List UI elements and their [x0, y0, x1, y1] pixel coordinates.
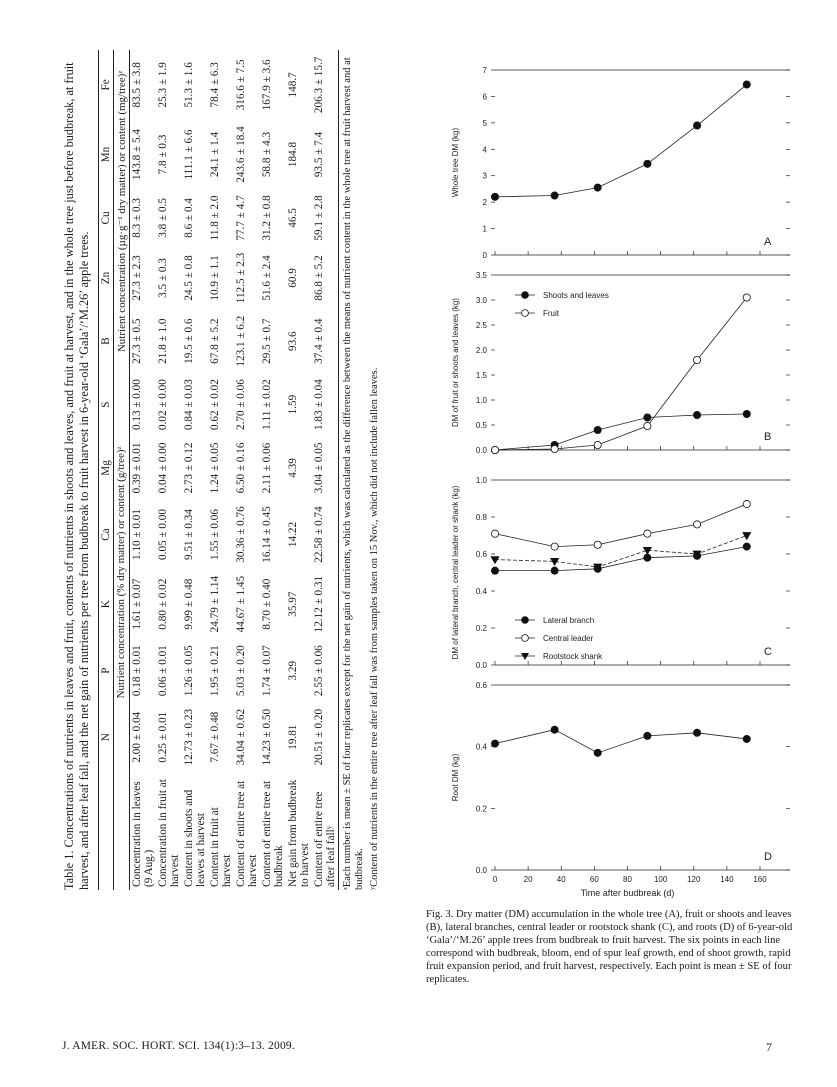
data-point	[491, 557, 499, 564]
y-tick-label: 0.0	[475, 661, 487, 670]
table-cell: 1.55 ± 0.06	[209, 509, 221, 560]
table-cell: 0.62 ± 0.02	[209, 379, 221, 431]
table-cell: 243.6 ± 18.4	[235, 126, 247, 183]
y-axis-label: DM of fruit or shoots and leaves (kg)	[451, 298, 460, 427]
table-cell: 3.8 ± 0.5	[157, 198, 169, 238]
table-cell: 0.39 ± 0.01	[131, 442, 143, 494]
table-row	[182, 50, 208, 890]
row-label: Content of entire tree at harvest	[235, 780, 259, 887]
table-cell: 0.05 ± 0.00	[157, 509, 169, 560]
column-header: Mg	[99, 436, 114, 499]
table-cell: 111.1 ± 6.6	[183, 129, 195, 180]
table-cell: 3.5 ± 0.3	[157, 258, 169, 298]
data-point	[644, 414, 651, 421]
y-tick-label: 0.6	[475, 550, 487, 559]
table-subheader-row	[114, 50, 130, 890]
table-cell: 78.4 ± 6.3	[209, 62, 221, 108]
row-label: Net gain from budbreak to harvest	[287, 779, 311, 887]
table-cell: 58.8 ± 4.3	[261, 131, 273, 178]
data-point	[594, 749, 601, 756]
legend-marker	[522, 635, 529, 642]
table-caption-lead: Table 1.	[62, 850, 76, 890]
table-cell: 19.81	[287, 724, 299, 750]
data-point	[551, 726, 558, 733]
table-header-row	[99, 50, 114, 890]
table-cell: 3.04 ± 0.05	[312, 436, 339, 499]
table-row	[312, 50, 339, 890]
y-tick-label: 0.0	[475, 866, 487, 875]
data-point	[594, 441, 601, 448]
column-header: Zn	[99, 247, 114, 310]
column-header: Fe	[99, 50, 114, 120]
y-tick-label: 7	[482, 66, 487, 75]
legend-label: Lateral branch	[543, 616, 595, 625]
panel-letter: D	[764, 851, 772, 863]
table-cell: 8.6 ± 0.4	[183, 198, 195, 238]
figure-3	[440, 60, 800, 900]
table-cell: 6.50 ± 0.16	[235, 442, 247, 494]
panel-letter: B	[764, 431, 772, 443]
data-point	[693, 729, 700, 736]
y-tick-label: 1.0	[475, 396, 487, 405]
table-cell: 0.06 ± 0.01	[157, 645, 169, 697]
row-label: Content of entire tree after leaf fallʸ	[312, 772, 339, 890]
nutrient-table-block	[62, 50, 380, 890]
table-cell: 5.03 ± 0.20	[235, 645, 247, 697]
data-point	[743, 533, 751, 540]
table-cell: 93.5 ± 7.4	[312, 120, 339, 190]
data-point	[644, 554, 651, 561]
column-header: S	[99, 373, 114, 436]
table-cell: 1.26 ± 0.05	[183, 645, 195, 697]
y-tick-label: 0.2	[475, 624, 487, 633]
data-point	[743, 735, 750, 742]
y-tick-label: 0.0	[475, 446, 487, 455]
table-cell: 51.3 ± 1.6	[183, 62, 195, 108]
y-tick-label: 0.8	[475, 513, 487, 522]
table-cell: 184.8	[287, 141, 299, 168]
table-cell: 44.67 ± 1.45	[235, 575, 247, 633]
data-point	[743, 81, 750, 88]
table-row	[156, 50, 182, 890]
y-tick-label: 3	[482, 171, 487, 181]
data-point	[491, 530, 498, 537]
data-point	[491, 567, 498, 574]
row-label: Content in fruit at harvest	[209, 807, 233, 887]
table-cell: 1.61 ± 0.07	[131, 578, 143, 630]
series-line	[495, 298, 747, 451]
panel-letter: C	[764, 646, 772, 658]
table-cell: 206.3 ± 15.7	[312, 50, 339, 120]
y-tick-label: 3.5	[475, 271, 487, 280]
x-axis-label: Time after budbreak (d)	[580, 888, 675, 898]
column-header: Ca	[99, 500, 114, 570]
legend-label: Rootstock shank	[543, 652, 603, 661]
table-cell: 2.00 ± 0.04	[131, 711, 143, 763]
x-tick-label: 100	[653, 875, 668, 884]
table-cell: 0.18 ± 0.01	[131, 645, 143, 697]
x-tick-label: 40	[556, 875, 566, 884]
y-tick-label: 2.0	[475, 346, 487, 355]
y-axis-label: DM of lateral branch, central leader or shank (kg)	[451, 485, 460, 660]
y-tick-label: 0	[482, 251, 487, 260]
y-tick-label: 1.5	[475, 371, 487, 380]
footnote-y: ʸContent of nutrients in the entire tree after leaf fall was from samples taken on 15 Nov., which did not include fallen leaves.	[369, 367, 380, 890]
table-cell: 67.8 ± 5.2	[209, 318, 221, 364]
x-tick-label: 160	[753, 875, 767, 884]
table-cell: 8.3 ± 0.3	[131, 198, 143, 238]
table-cell: 30.36 ± 0.76	[235, 506, 247, 563]
panel-letter: A	[764, 236, 772, 248]
table-cell: 24.5 ± 0.8	[183, 255, 195, 301]
x-tick-label: 20	[523, 875, 533, 884]
subheader-right: Nutrient concentration (µg·g⁻¹ dry matter) or content (mg/tree)ᶻ	[114, 50, 130, 373]
data-point	[644, 530, 651, 537]
subheader-left: Nutrient concentration (% dry matter) or content (g/tree)ᶻ	[114, 373, 130, 772]
table-cell: 27.3 ± 2.3	[131, 255, 143, 301]
table-cell: 51.6 ± 2.4	[261, 255, 273, 301]
series-line	[495, 504, 747, 547]
legend-marker	[522, 617, 529, 624]
table-cell: 11.8 ± 2.0	[209, 195, 221, 241]
series-line	[495, 547, 747, 571]
data-point	[693, 122, 700, 129]
legend-marker	[521, 653, 529, 660]
y-tick-label: 0.5	[475, 421, 487, 430]
table-cell: 1.59	[287, 394, 299, 415]
x-tick-label: 140	[720, 875, 734, 884]
row-label: Content of entire tree at budbreak	[261, 780, 285, 887]
table-cell: 25.3 ± 1.9	[157, 62, 169, 108]
table-cell: 143.8 ± 5.4	[131, 129, 143, 180]
table-caption	[62, 50, 92, 890]
figure-3-svg	[440, 60, 800, 900]
journal-footer: J. AMER. SOC. HORT. SCI. 134(1):3–13. 2009.	[62, 1040, 295, 1052]
table-row	[234, 50, 260, 890]
table-cell: 1.24 ± 0.05	[209, 442, 221, 494]
table-cell: 59.1 ± 2.8	[312, 189, 339, 246]
data-point	[743, 294, 750, 301]
table-cell: 10.9 ± 1.1	[209, 255, 221, 301]
table-cell: 77.7 ± 4.7	[235, 195, 247, 241]
table-cell: 34.04 ± 0.62	[235, 708, 247, 766]
table-cell: 2.70 ± 0.06	[235, 379, 247, 431]
table-cell: 316.6 ± 7.5	[235, 59, 247, 111]
data-point	[491, 740, 498, 747]
y-tick-label: 1.0	[475, 476, 487, 485]
data-point	[594, 426, 601, 433]
table-cell: 20.51 ± 0.20	[312, 702, 339, 772]
data-point	[551, 192, 558, 199]
data-point	[551, 445, 558, 452]
y-tick-label: 0.2	[475, 804, 487, 814]
table-cell: 1.10 ± 0.01	[131, 509, 143, 560]
legend-label: Central leader	[543, 634, 594, 643]
data-point	[644, 732, 651, 739]
legend-label: Fruit	[543, 309, 559, 318]
y-tick-label: 6	[482, 92, 487, 102]
y-axis-label: Root DM (kg)	[451, 753, 460, 802]
nutrient-table	[98, 50, 339, 890]
x-tick-label: 60	[589, 875, 599, 884]
table-cell: 46.5	[287, 208, 299, 228]
column-header: N	[99, 702, 114, 772]
row-label: Concentration in fruit at harvest	[157, 779, 181, 887]
legend-label: Shoots and leaves	[543, 291, 609, 300]
figure-caption: Fig. 3. Dry matter (DM) accumulation in the whole tree (A), fruit or shoots and leaves (B), lateral branches, central leader or rootstock shank (C), and roots (D) of 6-year-old ‘Gala’/‘M.26’ apple trees from budbreak to fruit harvest. The six points in each line correspond with budbreak, bloom, end of spur leaf growth, end of shoot growth, rapid fruit expansion period, and fruit harvest, respectively. Each point is mean ± SE of four replicates.	[426, 909, 793, 985]
data-point	[743, 500, 750, 507]
table-caption-text: Concentrations of nutrients in leaves and fruit, contents of nutrients in shoots and leaves, and fruit at harvest, and in the whole tree just before budbreak, at fruit harvest, and after leaf fall, and the net gain of nutrients per tree from budbreak to fruit harvest in 6-year-old ‘Gala’/‘M.26’ apple trees.	[62, 62, 91, 890]
data-point	[551, 543, 558, 550]
y-tick-label: 5	[482, 118, 487, 128]
column-header: Mn	[99, 120, 114, 190]
series-line	[495, 85, 747, 197]
legend-marker	[522, 292, 529, 299]
table-cell: 93.6	[287, 331, 299, 351]
table-cell: 14.23 ± 0.50	[261, 708, 273, 766]
row-label: Concentration in leaves (9 Aug.)	[131, 781, 155, 887]
table-cell: 0.25 ± 0.01	[157, 711, 169, 763]
table-cell: 27.3 ± 0.5	[131, 318, 143, 364]
y-tick-label: 0.6	[475, 681, 487, 690]
table-cell: 12.73 ± 0.23	[183, 708, 195, 766]
table-cell: 0.84 ± 0.03	[183, 379, 195, 431]
table-cell: 2.55 ± 0.06	[312, 639, 339, 702]
column-header: P	[99, 639, 114, 702]
table-cell: 24.79 ± 1.14	[209, 575, 221, 633]
data-point	[693, 356, 700, 363]
x-tick-label: 0	[492, 875, 498, 884]
table-cell: 123.1 ± 6.2	[235, 315, 247, 367]
table-cell: 9.99 ± 0.48	[183, 578, 195, 630]
table-cell: 14.22	[287, 521, 299, 548]
table-cell: 112.5 ± 2.3	[235, 252, 247, 304]
data-point	[693, 411, 700, 418]
column-header	[99, 772, 114, 890]
table-cell: 21.8 ± 1.0	[157, 318, 169, 364]
table-cell: 1.11 ± 0.02	[261, 379, 273, 430]
table-cell: 167.9 ± 3.6	[261, 59, 273, 111]
table-cell: 8.70 ± 0.40	[261, 578, 273, 630]
table-cell: 60.9	[287, 268, 299, 288]
series-line	[495, 730, 747, 753]
table-row	[260, 50, 286, 890]
legend-marker	[522, 310, 529, 317]
table-cell: 4.39	[287, 458, 299, 478]
table-cell: 2.11 ± 0.06	[261, 442, 273, 494]
row-label: Content in shoots and leaves at harvest	[183, 789, 207, 887]
table-cell: 37.4 ± 0.4	[312, 309, 339, 372]
y-tick-label: 2	[482, 198, 487, 208]
table-cell: 0.80 ± 0.02	[157, 578, 169, 630]
data-point	[743, 410, 750, 417]
table-cell: 9.51 ± 0.34	[183, 509, 195, 560]
y-tick-label: 0.4	[475, 742, 487, 752]
series-line	[495, 536, 747, 567]
column-header: K	[99, 569, 114, 639]
footnote-z: ᶻEach number is mean ± SE of four replicates except for the net gain of nutrients, which was calculated as the difference between the means of nutrient content in the whole tree at fruit harvest and at budbreak.	[342, 57, 365, 890]
table-cell: 19.5 ± 0.6	[183, 318, 195, 364]
y-tick-label: 4	[482, 145, 487, 155]
table-cell: 7.8 ± 0.3	[157, 134, 169, 175]
table-cell: 86.8 ± 5.2	[312, 247, 339, 310]
page-number: 7	[766, 1040, 772, 1054]
data-point	[491, 446, 498, 453]
x-tick-label: 80	[623, 875, 632, 884]
table-cell: 35.97	[287, 591, 299, 617]
table-cell: 7.67 ± 0.48	[209, 711, 221, 763]
table-cell: 2.73 ± 0.12	[183, 442, 195, 494]
table-body	[130, 50, 339, 890]
y-axis-label: Whole tree DM (kg)	[451, 127, 460, 198]
data-point	[644, 160, 651, 167]
table-cell: 1.95 ± 0.21	[209, 645, 221, 697]
table-cell: 1.74 ± 0.07	[261, 645, 273, 697]
table-cell: 0.02 ± 0.00	[157, 379, 169, 431]
table-cell: 3.29	[287, 660, 299, 681]
table-cell: 24.1 ± 1.4	[209, 131, 221, 178]
table-row	[130, 50, 157, 890]
column-header: B	[99, 309, 114, 372]
table-cell: 12.12 ± 0.31	[312, 569, 339, 639]
table-cell: 16.14 ± 0.45	[261, 506, 273, 563]
data-point	[693, 521, 700, 528]
data-point	[594, 184, 601, 191]
table-cell: 29.5 ± 0.7	[261, 318, 273, 364]
table-cell: 0.04 ± 0.00	[157, 442, 169, 494]
y-tick-label: 0.4	[475, 587, 487, 596]
y-tick-label: 3.0	[475, 296, 487, 305]
table-cell: 83.5 ± 3.8	[131, 62, 143, 108]
table-cell: 0.13 ± 0.00	[131, 379, 143, 431]
table-row	[286, 50, 312, 890]
table-cell: 22.58 ± 0.74	[312, 500, 339, 570]
data-point	[644, 422, 651, 429]
x-tick-label: 120	[687, 875, 701, 884]
column-header: Cu	[99, 189, 114, 246]
data-point	[743, 543, 750, 550]
y-tick-label: 1	[482, 224, 487, 234]
table-row	[208, 50, 234, 890]
data-point	[491, 193, 498, 200]
table-cell: 148.7	[287, 72, 299, 98]
data-point	[551, 567, 558, 574]
series-line	[495, 414, 747, 450]
table-cell: 1.83 ± 0.04	[312, 373, 339, 436]
table-cell: 31.2 ± 0.8	[261, 195, 273, 241]
data-point	[594, 541, 601, 548]
y-tick-label: 2.5	[475, 321, 487, 330]
